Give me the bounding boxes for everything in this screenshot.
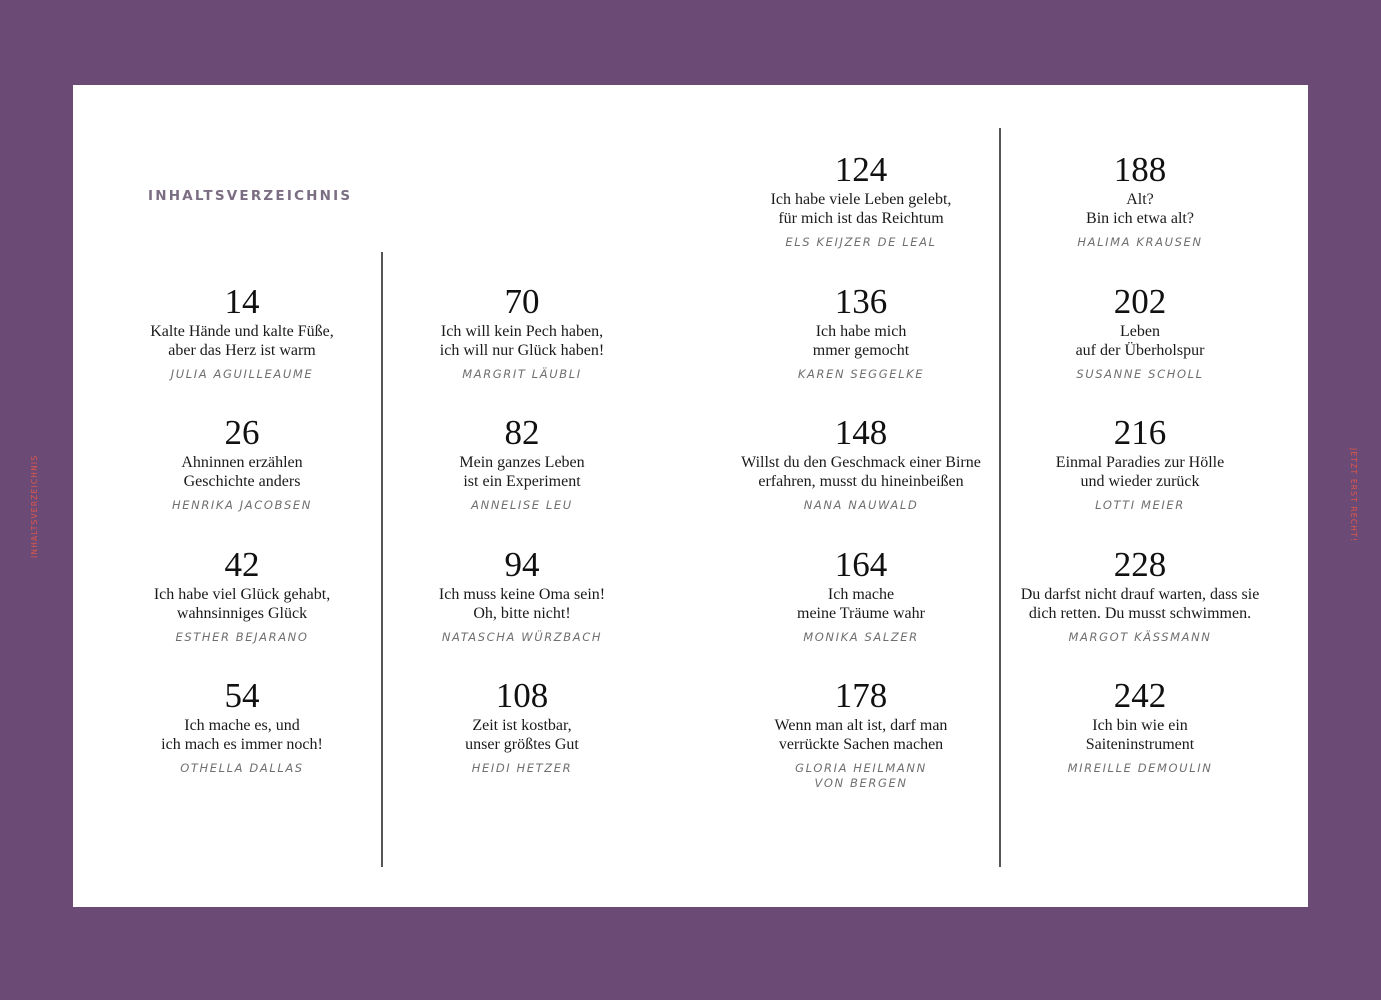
toc-title-line: Bin ich etwa alt? — [1086, 209, 1194, 227]
toc-author — [402, 630, 642, 645]
toc-title — [741, 586, 981, 623]
toc-title-line: Geschichte anders — [183, 472, 301, 490]
toc-page-number: 70 — [504, 282, 540, 321]
toc-title-line: Mein ganzes Leben — [459, 454, 585, 471]
toc-title-line: Ich habe viel Glück gehabt, — [153, 586, 331, 603]
toc-author — [122, 630, 362, 645]
toc-title-line: ich mach es immer noch! — [161, 735, 323, 753]
toc-title-line: meine Träume wahr — [797, 604, 925, 622]
column-divider-left — [381, 252, 383, 867]
toc-entry[interactable] — [122, 676, 362, 776]
toc-title — [1020, 454, 1260, 491]
toc-title — [402, 323, 642, 360]
toc-title-line: Ich will kein Pech haben, — [440, 323, 604, 340]
toc-author-line: NATASCHA WÜRZBACH — [441, 630, 603, 644]
toc-title — [122, 717, 362, 754]
toc-entry[interactable] — [1020, 545, 1260, 645]
toc-title-line: mmer gemocht — [812, 341, 910, 359]
toc-title-line: Zeit ist kostbar, — [472, 717, 572, 734]
toc-author-line: MARGRIT LÄUBLI — [462, 367, 582, 381]
toc-entry[interactable] — [402, 282, 642, 382]
toc-entry[interactable] — [1020, 413, 1260, 513]
toc-author-line: JULIA AGUILLEAUME — [170, 367, 314, 381]
toc-entry[interactable] — [1020, 150, 1260, 250]
toc-author — [122, 761, 362, 776]
toc-title — [741, 191, 981, 228]
toc-page-number: 216 — [1113, 413, 1167, 452]
toc-title-line: Ich muss keine Oma sein! — [438, 586, 606, 603]
toc-author-line: LOTTI MEIER — [1095, 498, 1185, 512]
toc-title-line: auf der Überholspur — [1075, 341, 1205, 359]
toc-heading: INHALTSVERZEICHNIS — [148, 188, 353, 204]
toc-page-number: 54 — [224, 676, 260, 715]
toc-author-line: MONIKA SALZER — [803, 630, 919, 644]
toc-title — [741, 454, 981, 491]
toc-entry[interactable] — [741, 413, 981, 513]
toc-title-line: Ahninnen erzählen — [181, 454, 303, 471]
toc-title — [122, 586, 362, 623]
toc-author — [1020, 367, 1260, 382]
toc-title-line: Ich mache es, und — [184, 717, 300, 734]
toc-entry[interactable] — [122, 282, 362, 382]
toc-title-line: ich will nur Glück haben! — [439, 341, 605, 359]
toc-title — [1020, 323, 1260, 360]
toc-author — [1020, 498, 1260, 513]
toc-title-line: Alt? — [1126, 191, 1154, 208]
toc-title — [1020, 717, 1260, 754]
toc-page-number: 108 — [495, 676, 549, 715]
toc-author-line: KAREN SEGGELKE — [797, 367, 925, 381]
toc-title-line: erfahren, musst du hineinbeißen — [758, 472, 964, 490]
toc-entry[interactable] — [122, 413, 362, 513]
toc-page-number: 164 — [834, 545, 888, 584]
toc-author — [122, 367, 362, 382]
toc-page-number: 124 — [834, 150, 888, 189]
toc-page-number: 228 — [1113, 545, 1167, 584]
toc-author-line: NANA NAUWALD — [803, 498, 919, 512]
toc-entry[interactable] — [1020, 676, 1260, 776]
toc-title-line: und wieder zurück — [1080, 472, 1200, 490]
toc-title — [1020, 191, 1260, 228]
toc-author-line: MIREILLE DEMOULIN — [1067, 761, 1213, 775]
toc-title-line: Kalte Hände und kalte Füße, — [150, 323, 334, 340]
toc-page-number: 188 — [1113, 150, 1167, 189]
toc-author — [741, 761, 981, 791]
toc-title-line: Ich habe viele Leben gelebt, — [770, 191, 952, 208]
toc-page-number: 136 — [834, 282, 888, 321]
toc-page-number: 14 — [224, 282, 260, 321]
toc-title — [402, 717, 642, 754]
toc-author-line: OTHELLA DALLAS — [180, 761, 304, 775]
toc-title-line: Oh, bitte nicht! — [473, 604, 571, 622]
toc-author — [402, 761, 642, 776]
toc-page-number: 94 — [504, 545, 540, 584]
toc-entry[interactable] — [122, 545, 362, 645]
toc-title-line: Willst du den Geschmack einer Birne — [741, 454, 981, 471]
toc-title-line: Ich habe mich — [815, 323, 907, 340]
toc-author-line: ELS KEIJZER DE LEAL — [785, 235, 937, 249]
toc-entry[interactable] — [741, 545, 981, 645]
toc-page-number: 26 — [224, 413, 260, 452]
toc-entry[interactable] — [741, 150, 981, 250]
toc-title-line: für mich ist das Reichtum — [778, 209, 944, 227]
toc-author-line: ANNELISE LEU — [471, 498, 573, 512]
toc-entry[interactable] — [741, 282, 981, 382]
toc-author-line: HEIDI HETZER — [471, 761, 573, 775]
side-label-left: INHALTSVERZEICHNIS — [30, 454, 39, 558]
toc-title — [741, 323, 981, 360]
toc-title-line: Einmal Paradies zur Hölle — [1055, 454, 1225, 471]
side-label-right: JETZT ERST RECHT! — [1349, 448, 1358, 543]
toc-entry[interactable] — [1020, 282, 1260, 382]
toc-entry[interactable] — [402, 413, 642, 513]
toc-page-number: 242 — [1113, 676, 1167, 715]
toc-author-line: HALIMA KRAUSEN — [1077, 235, 1203, 249]
toc-title-line: wahnsinniges Glück — [176, 604, 308, 622]
toc-title-line: Saiteninstrument — [1085, 735, 1195, 753]
toc-entry[interactable] — [402, 676, 642, 776]
toc-author — [122, 498, 362, 513]
column-divider-right — [999, 128, 1001, 867]
toc-title-line: Wenn man alt ist, darf man — [774, 717, 948, 734]
toc-page-number: 202 — [1113, 282, 1167, 321]
toc-author — [741, 235, 981, 250]
toc-author-line: HENRIKA JACOBSEN — [172, 498, 312, 512]
toc-title-line: Du darfst nicht drauf warten, dass sie — [1020, 586, 1260, 603]
toc-title-line: verrückte Sachen machen — [778, 735, 944, 753]
toc-author — [1020, 630, 1260, 645]
toc-author — [402, 367, 642, 382]
toc-author-line: ESTHER BEJARANO — [175, 630, 309, 644]
toc-author — [1020, 761, 1260, 776]
toc-entry[interactable] — [402, 545, 642, 645]
toc-author — [402, 498, 642, 513]
toc-title — [122, 323, 362, 360]
toc-author-line: MARGOT KÄSSMANN — [1068, 630, 1212, 644]
toc-page-number: 178 — [834, 676, 888, 715]
toc-author-line: VON BERGEN — [814, 776, 908, 790]
toc-title — [402, 454, 642, 491]
toc-author — [741, 498, 981, 513]
toc-entry[interactable] — [741, 676, 981, 791]
toc-title — [741, 717, 981, 754]
toc-author-line: SUSANNE SCHOLL — [1076, 367, 1204, 381]
toc-page-number: 82 — [504, 413, 540, 452]
toc-title-line: Ich mache — [827, 586, 895, 603]
toc-author-line: GLORIA HEILMANN — [795, 761, 927, 775]
toc-title-line: dich retten. Du musst schwimmen. — [1028, 604, 1252, 622]
toc-author — [1020, 235, 1260, 250]
toc-page-number: 42 — [224, 545, 260, 584]
toc-title — [1020, 586, 1260, 623]
toc-author — [741, 367, 981, 382]
toc-title-line: unser größtes Gut — [465, 735, 579, 753]
toc-title — [122, 454, 362, 491]
toc-title-line: ist ein Experiment — [463, 472, 581, 490]
toc-author — [741, 630, 981, 645]
toc-title-line: Leben — [1120, 323, 1160, 340]
toc-page-number: 148 — [834, 413, 888, 452]
toc-title-line: aber das Herz ist warm — [168, 341, 316, 359]
toc-title — [402, 586, 642, 623]
toc-title-line: Ich bin wie ein — [1092, 717, 1188, 734]
